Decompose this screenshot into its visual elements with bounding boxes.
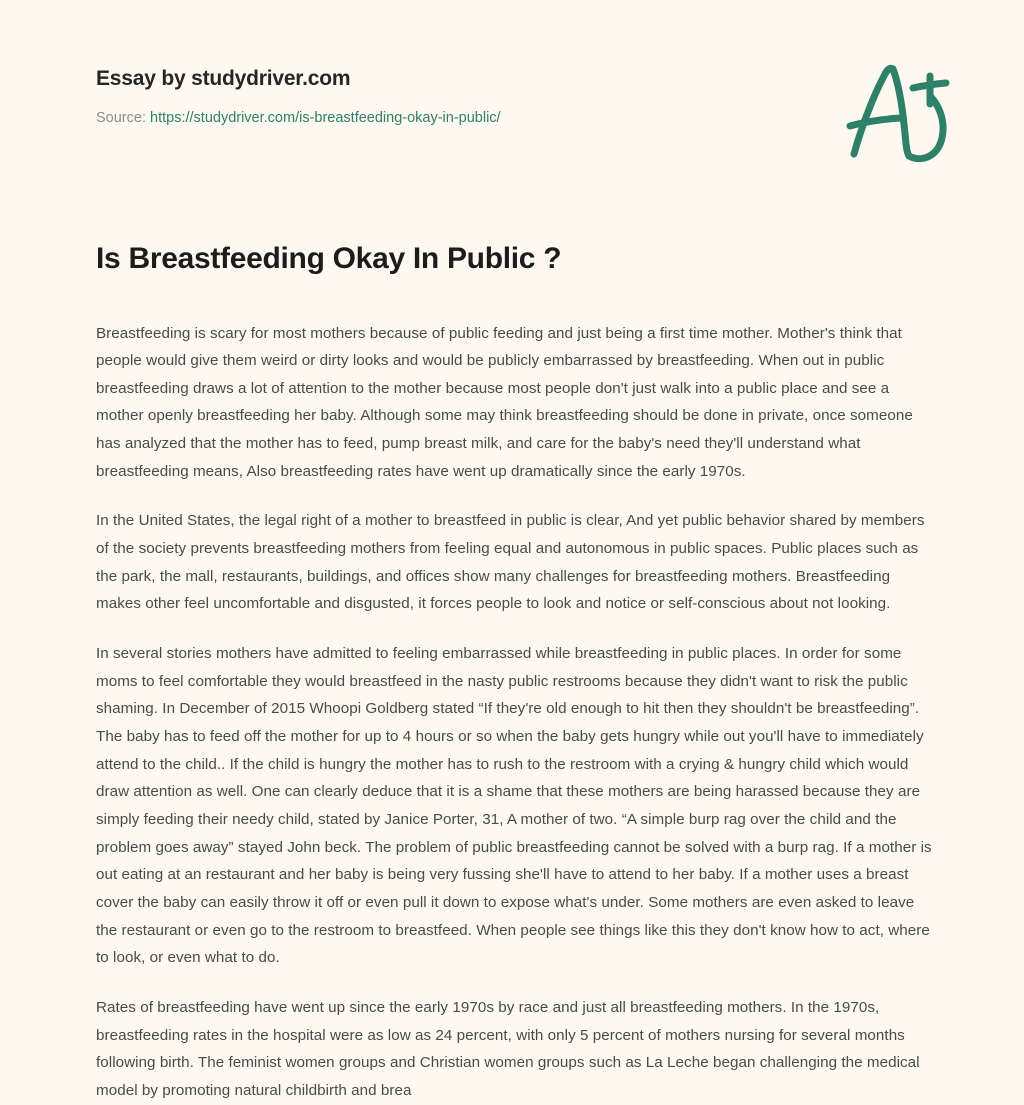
source-line <box>96 109 501 128</box>
article-container <box>96 240 934 1105</box>
header-text-block <box>96 66 501 128</box>
source-label: Source: <box>96 110 146 127</box>
essay-attribution: Essay by studydriver.com <box>96 67 351 90</box>
source-url-link[interactable]: https://studydriver.com/is-breastfeeding-okay-in-public/ <box>150 110 501 127</box>
paragraph: Breastfeeding is scary for most mothers because of public feeding and just being a first time mother. Mother's think that people would give them weird or dirty looks and would be publicly embarrassed by breastfeeding. When out in public breastfeeding draws a lot of attention to the mother because most people don't just walk into a public place and see a mother openly breastfeeding her baby. Although some may think breastfeeding should be done in private, once someone has analyzed that the mother has to feed, pump breast milk, and care for the baby's need they'll understand what breastfeeding means, Also breastfeeding rates have went up dramatically since the early 1970s. <box>96 324 913 480</box>
paragraph: In the United States, the legal right of a mother to breastfeed in public is clear, And yet public behavior shared by members of the society prevents breastfeeding mothers from feeling equal and autonomous in public spaces. Public places such as the park, the mall, restaurants, buildings, and offices show many challenges for breastfeeding mothers. Breastfeeding makes other feel uncomfortable and disgusted, it forces people to look and notice or self-conscious about not looking. <box>96 512 925 613</box>
paragraph: In several stories mothers have admitted to feeling embarrassed while breastfeeding in public places. In order for some moms to feel comfortable they would breastfeed in the nasty public restrooms because they didn't want to risk the public shaming. In December of 2015 Whoopi Goldberg stated “If they're old enough to hit then they shouldn't be breastfeeding”. The baby has to feed off the mother for up to 4 hours or so when the baby gets hungry while out you'll have to immediately attend to the child.. If the child is hungry the mother has to rush to the restroom with a crying & hungry child which would draw attention as well. One can clearly deduce that it is a shame that these mothers are being harassed because they are simply feeding their needy child, stated by Janice Porter, 31, A mother of two. “A simple burp rag over the child and the problem goes away” stayed John beck. The problem of public breastfeeding cannot be solved with a burp rag. If a mother is out eating at an restaurant and her baby is being very fussing she'll have to attend to her baby. If a mother uses a breast cover the baby can easily throw it off or even pull it down to expose what's under. Some mothers are even asked to leave the restaurant or even go to the restroom to breastfeed. When people see things like this they don't know how to act, where to look, or even what to do. <box>96 645 932 967</box>
article-body <box>96 320 934 1105</box>
document-header <box>0 0 1024 200</box>
studydriver-logo <box>830 52 960 172</box>
paragraph: Rates of breastfeeding have went up since the early 1970s by race and just all breastfeeding mothers. In the 1970s, breastfeeding rates in the hospital were as low as 24 percent, with only 5 percent of mothers nursing for several months following birth. The feminist women groups and Christian women groups such as La Leche began challenging the medical model by promoting natural childbirth and brea <box>96 998 920 1099</box>
a-plus-logo-icon <box>830 52 960 172</box>
page-title: Is Breastfeeding Okay In Public ? <box>96 242 562 275</box>
